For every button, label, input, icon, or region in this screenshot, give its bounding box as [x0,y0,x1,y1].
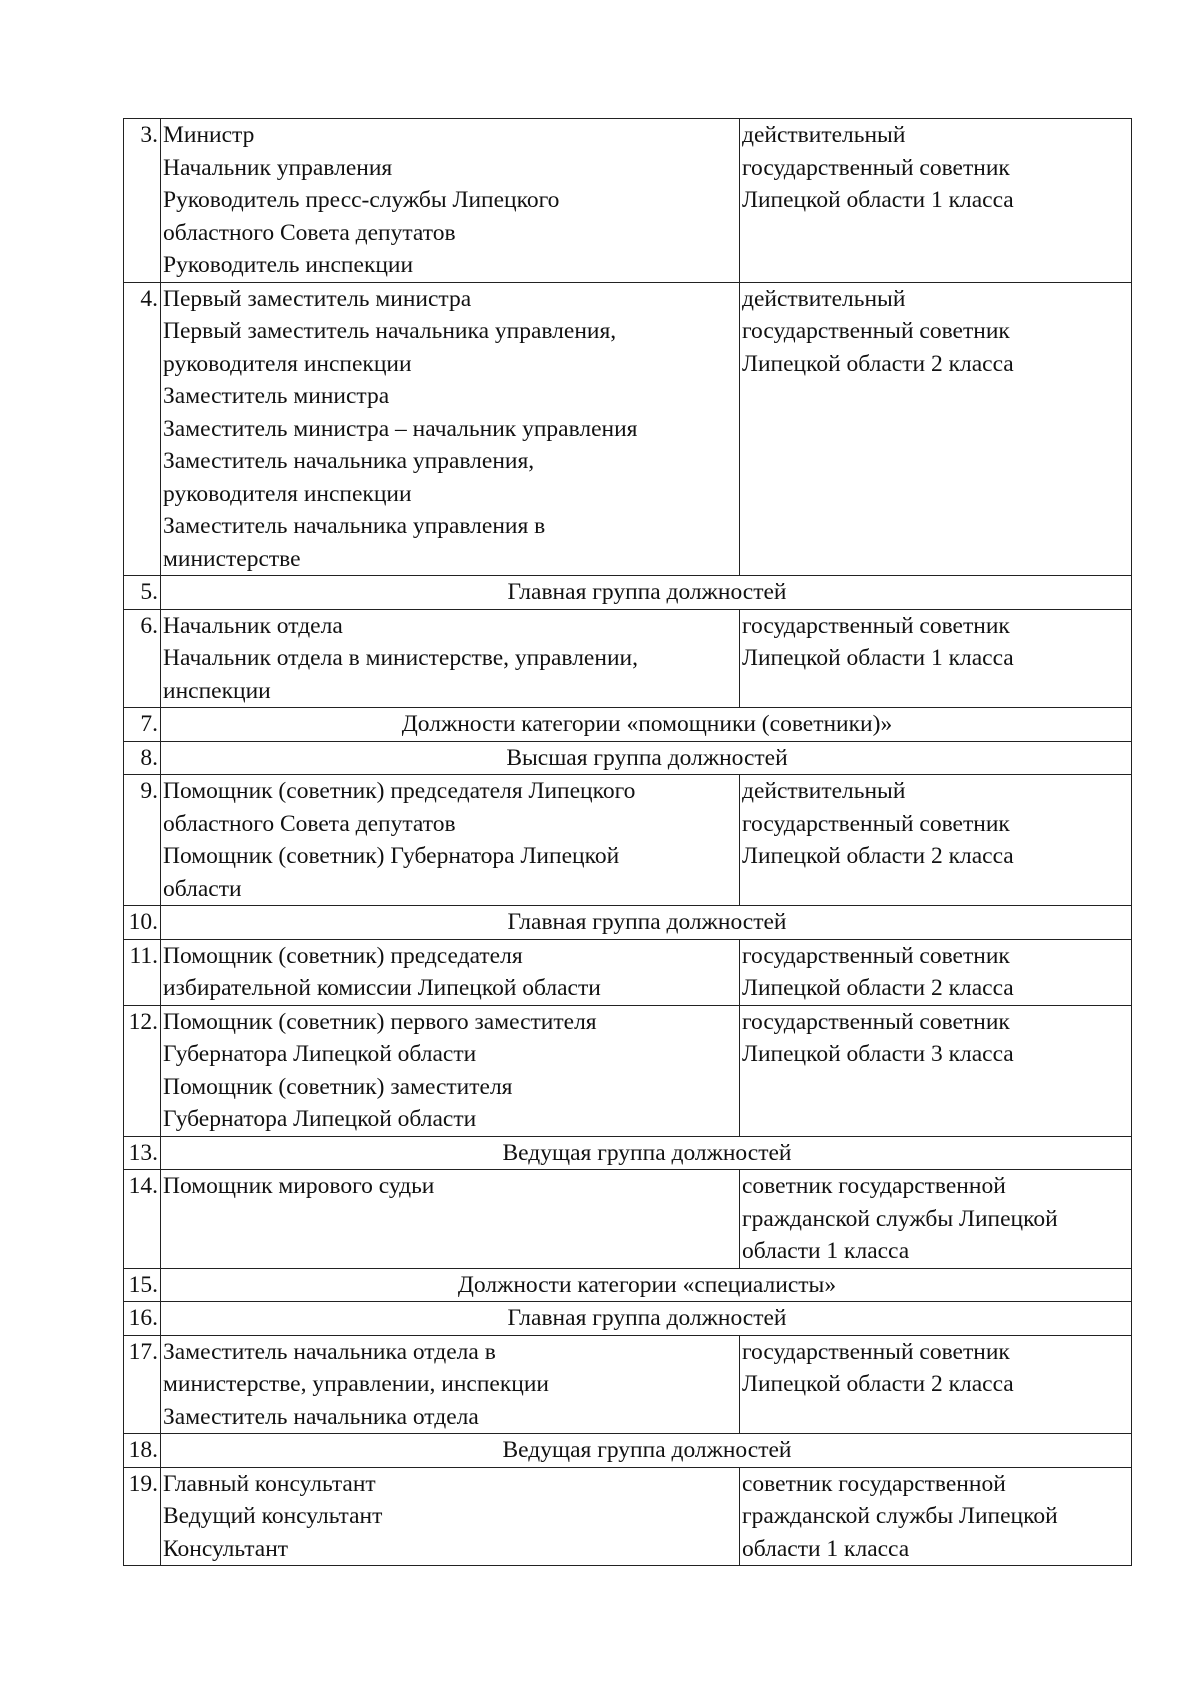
position-line: Начальник отдела в министерстве, управлении, [163,645,638,671]
positions-cell [161,282,740,576]
position-line: Первый заместитель начальника управления, [163,318,617,344]
position-line: руководителя инспекции [163,350,412,377]
positions-cell [161,775,740,906]
position-line: руководителя инспекции [163,480,412,507]
class-rank-line: Липецкой области 1 класса [742,187,1014,213]
row-number: 14. [124,1170,161,1269]
position-line: Первый заместитель министра [163,285,472,312]
position-line: министерстве, управлении, инспекции [163,1371,549,1397]
position-line: Консультант [163,1535,289,1562]
class-rank-line: Липецкой области 2 класса [742,975,1014,1001]
positions-cell [161,1467,740,1566]
table-row [124,939,1132,1005]
group-header: Должности категории «помощники (советники)» [161,708,1132,742]
position-line: Руководитель инспекции [163,252,414,278]
table-row [124,1467,1132,1566]
class-rank-cell [740,1467,1132,1566]
position-line: Ведущий консультант [163,1503,383,1529]
position-line: Министр [163,122,255,148]
row-number: 16. [124,1302,161,1336]
row-number: 4. [124,282,161,576]
position-line: Помощник (советник) первого заместителя [163,1008,597,1035]
class-rank-cell [740,609,1132,708]
group-header: Ведущая группа должностей [161,1434,1132,1468]
row-number: 15. [124,1268,161,1302]
class-rank-line: государственный советник [742,154,1010,181]
row-number: 18. [124,1434,161,1468]
table-row [124,119,1132,283]
position-line: областного Совета депутатов [163,810,456,837]
positions-cell [161,1335,740,1434]
class-rank-line: Липецкой области 2 класса [742,1371,1014,1397]
class-rank-line: гражданской службы Липецкой [742,1205,1058,1232]
position-line: Заместитель начальника отдела в [163,1338,496,1365]
group-header-row [124,1136,1132,1170]
group-header: Ведущая группа должностей [161,1136,1132,1170]
row-number: 5. [124,576,161,610]
group-header: Главная группа должностей [161,906,1132,940]
class-rank-line: советник государственной [742,1470,1006,1497]
row-number: 7. [124,708,161,742]
group-header: Главная группа должностей [161,1302,1132,1336]
group-header: Должности категории «специалисты» [161,1268,1132,1302]
table-row [124,775,1132,906]
group-header-row [124,1302,1132,1336]
row-number: 12. [124,1005,161,1136]
positions-table-body [124,119,1132,1566]
row-number: 13. [124,1136,161,1170]
position-line: министерстве [163,545,301,572]
position-line: избирательной комиссии Липецкой области [163,975,601,1001]
table-row [124,1005,1132,1136]
positions-cell [161,1005,740,1136]
class-rank-line: государственный советник [742,942,1010,969]
row-number: 9. [124,775,161,906]
positions-cell [161,939,740,1005]
position-line: Главный консультант [163,1470,376,1497]
group-header: Главная группа должностей [161,576,1132,610]
class-rank-cell [740,1335,1132,1434]
class-rank-line: действительный [742,122,906,148]
positions-cell [161,609,740,708]
row-number: 19. [124,1467,161,1566]
class-rank-cell [740,282,1132,576]
position-line: Помощник (советник) председателя Липецкого [163,778,636,804]
class-rank-line: Липецкой области 2 класса [742,350,1014,377]
row-number: 3. [124,119,161,283]
row-number: 8. [124,741,161,775]
class-rank-line: государственный советник [742,1008,1010,1035]
position-line: Заместитель начальника отдела [163,1403,479,1430]
positions-table [123,118,1132,1566]
class-rank-line: советник государственной [742,1173,1006,1199]
position-line: Губернатора Липецкой области [163,1106,477,1132]
group-header-row [124,1268,1132,1302]
position-line: Заместитель министра – начальник управления [163,415,638,442]
table-row [124,282,1132,576]
class-rank-line: области 1 класса [742,1238,910,1264]
group-header-row [124,1434,1132,1468]
group-header-row [124,906,1132,940]
position-line: Руководитель пресс-службы Липецкого [163,187,560,213]
group-header-row [124,741,1132,775]
position-line: Начальник отдела [163,612,343,639]
position-line: Заместитель министра [163,383,390,409]
class-rank-line: государственный советник [742,1338,1010,1365]
group-header-row [124,708,1132,742]
row-number: 17. [124,1335,161,1434]
position-line: инспекции [163,677,271,704]
position-line: Губернатора Липецкой области [163,1041,477,1067]
group-header-row [124,576,1132,610]
position-line: Заместитель начальника управления, [163,448,535,474]
position-line: Помощник (советник) председателя [163,942,523,969]
positions-cell [161,1170,740,1269]
table-row [124,609,1132,708]
class-rank-line: Липецкой области 2 класса [742,843,1014,869]
class-rank-line: действительный [742,778,906,804]
class-rank-line: государственный советник [742,318,1010,344]
class-rank-line: государственный советник [742,810,1010,837]
position-line: Помощник (советник) Губернатора Липецкой [163,843,620,869]
positions-cell [161,119,740,283]
class-rank-cell [740,775,1132,906]
position-line: Начальник управления [163,154,393,181]
class-rank-cell [740,1170,1132,1269]
class-rank-cell [740,119,1132,283]
position-line: Помощник (советник) заместителя [163,1073,513,1100]
class-rank-line: области 1 класса [742,1535,910,1562]
class-rank-cell [740,1005,1132,1136]
class-rank-line: действительный [742,285,906,312]
row-number: 11. [124,939,161,1005]
position-line: Помощник мирового судьи [163,1173,435,1199]
row-number: 10. [124,906,161,940]
position-line: области [163,875,242,902]
class-rank-line: государственный советник [742,612,1010,639]
class-rank-line: Липецкой области 3 класса [742,1041,1014,1067]
class-rank-line: Липецкой области 1 класса [742,645,1014,671]
row-number: 6. [124,609,161,708]
table-row [124,1335,1132,1434]
class-rank-line: гражданской службы Липецкой [742,1503,1058,1529]
position-line: Заместитель начальника управления в [163,513,546,539]
group-header: Высшая группа должностей [161,741,1132,775]
table-row [124,1170,1132,1269]
position-line: областного Совета депутатов [163,219,456,246]
class-rank-cell [740,939,1132,1005]
